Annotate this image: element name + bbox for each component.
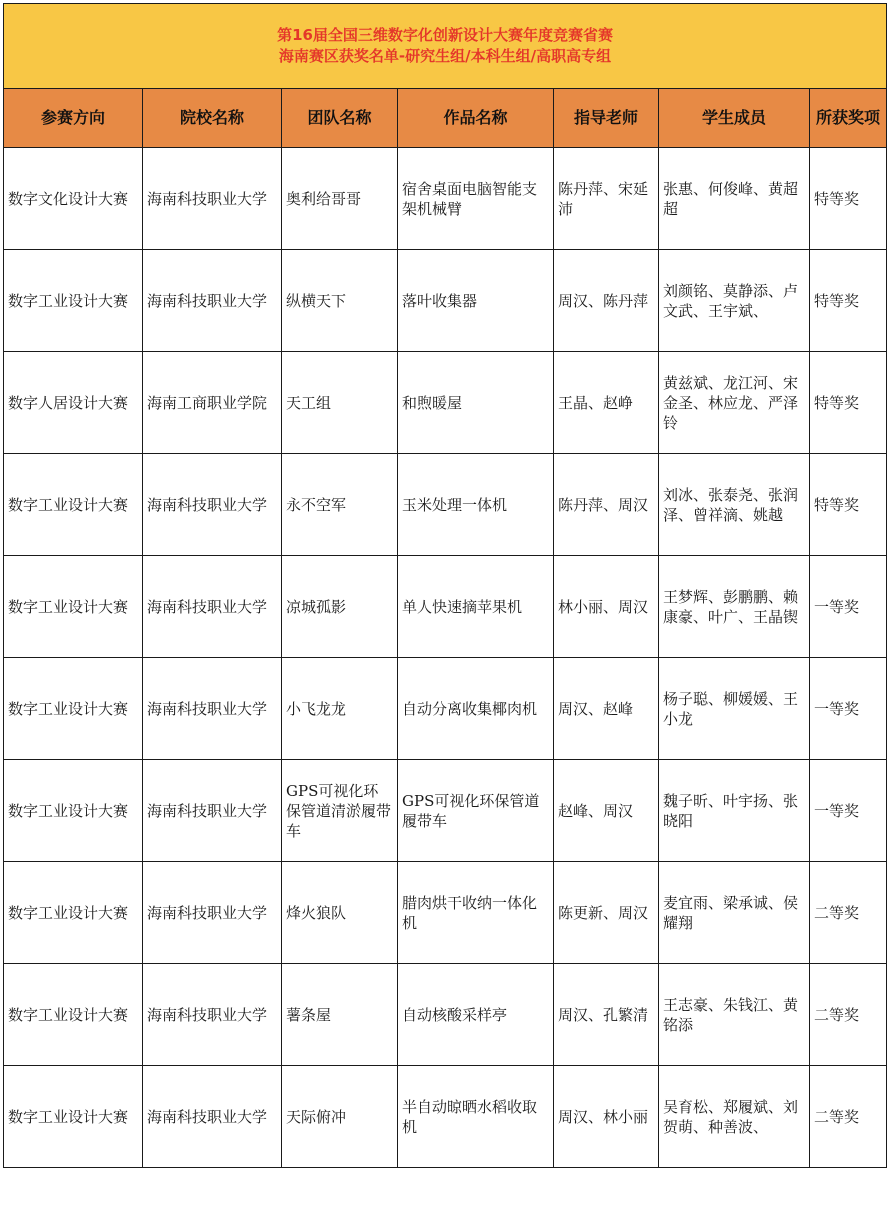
- table-row: [4, 250, 887, 352]
- header-work: 作品名称: [398, 89, 554, 148]
- table-row: [4, 1066, 887, 1168]
- cell-students: 王志豪、朱钱江、黄铭添: [659, 964, 810, 1066]
- cell-team: 奥利给哥哥: [282, 148, 398, 250]
- header-students: 学生成员: [659, 89, 810, 148]
- cell-students: 刘颜铭、莫静添、卢文武、王宇斌、: [659, 250, 810, 352]
- table-title: [4, 4, 887, 89]
- header-teacher: 指导老师: [554, 89, 659, 148]
- cell-work: 半自动晾晒水稻收取机: [398, 1066, 554, 1168]
- cell-school: 海南科技职业大学: [143, 148, 282, 250]
- cell-work: GPS可视化环保管道履带车: [398, 760, 554, 862]
- cell-work: 落叶收集器: [398, 250, 554, 352]
- cell-students: 麦宜雨、梁承诚、侯耀翔: [659, 862, 810, 964]
- cell-team: 天际俯冲: [282, 1066, 398, 1168]
- cell-award: 二等奖: [810, 964, 887, 1066]
- cell-school: 海南科技职业大学: [143, 964, 282, 1066]
- cell-team: 纵横天下: [282, 250, 398, 352]
- cell-direction: 数字人居设计大赛: [4, 352, 143, 454]
- cell-students: 魏子昕、叶宇扬、张晓阳: [659, 760, 810, 862]
- cell-direction: 数字工业设计大赛: [4, 454, 143, 556]
- cell-teacher: 陈更新、周汉: [554, 862, 659, 964]
- cell-team: 烽火狼队: [282, 862, 398, 964]
- cell-award: 特等奖: [810, 352, 887, 454]
- title-row: [4, 4, 887, 89]
- cell-award: 一等奖: [810, 658, 887, 760]
- cell-team: 小飞龙龙: [282, 658, 398, 760]
- cell-award: 二等奖: [810, 1066, 887, 1168]
- cell-award: 特等奖: [810, 250, 887, 352]
- table-row: [4, 148, 887, 250]
- cell-direction: 数字工业设计大赛: [4, 658, 143, 760]
- cell-direction: 数字工业设计大赛: [4, 964, 143, 1066]
- cell-team: 凉城孤影: [282, 556, 398, 658]
- cell-work: 和煦暖屋: [398, 352, 554, 454]
- cell-direction: 数字工业设计大赛: [4, 556, 143, 658]
- cell-school: 海南科技职业大学: [143, 760, 282, 862]
- header-award: 所获奖项: [810, 89, 887, 148]
- cell-school: 海南科技职业大学: [143, 862, 282, 964]
- cell-direction: 数字工业设计大赛: [4, 1066, 143, 1168]
- table-row: [4, 964, 887, 1066]
- cell-students: 王梦辉、彭鹏鹏、赖康豪、叶广、王晶锲: [659, 556, 810, 658]
- cell-teacher: 周汉、赵峰: [554, 658, 659, 760]
- title-line-2: 海南赛区获奖名单-研究生组/本科生组/高职高专组: [278, 47, 612, 65]
- cell-teacher: 陈丹萍、宋延沛: [554, 148, 659, 250]
- cell-students: 刘冰、张泰尧、张润泽、曾祥滴、姚越: [659, 454, 810, 556]
- table-row: [4, 760, 887, 862]
- table-row: [4, 556, 887, 658]
- cell-work: 自动核酸采样亭: [398, 964, 554, 1066]
- cell-teacher: 周汉、陈丹萍: [554, 250, 659, 352]
- table-row: [4, 352, 887, 454]
- header-school: 院校名称: [143, 89, 282, 148]
- award-table: [3, 3, 887, 1168]
- cell-students: 吴育松、郑履斌、刘贺萌、种善波、: [659, 1066, 810, 1168]
- cell-work: 宿舍桌面电脑智能支架机械臂: [398, 148, 554, 250]
- header-team: 团队名称: [282, 89, 398, 148]
- cell-team: 薯条屋: [282, 964, 398, 1066]
- header-row: [4, 89, 887, 148]
- cell-teacher: 周汉、林小丽: [554, 1066, 659, 1168]
- cell-work: 单人快速摘苹果机: [398, 556, 554, 658]
- table-row: [4, 862, 887, 964]
- cell-students: 杨子聪、柳媛媛、王小龙: [659, 658, 810, 760]
- cell-school: 海南科技职业大学: [143, 1066, 282, 1168]
- cell-school: 海南科技职业大学: [143, 454, 282, 556]
- cell-work: 腊肉烘干收纳一体化机: [398, 862, 554, 964]
- cell-teacher: 赵峰、周汉: [554, 760, 659, 862]
- cell-award: 一等奖: [810, 760, 887, 862]
- cell-teacher: 林小丽、周汉: [554, 556, 659, 658]
- cell-work: 玉米处理一体机: [398, 454, 554, 556]
- cell-team: GPS可视化环保管道清淤履带车: [282, 760, 398, 862]
- cell-award: 特等奖: [810, 454, 887, 556]
- cell-work: 自动分离收集椰肉机: [398, 658, 554, 760]
- table-row: [4, 658, 887, 760]
- cell-team: 永不空军: [282, 454, 398, 556]
- cell-direction: 数字工业设计大赛: [4, 760, 143, 862]
- cell-award: 特等奖: [810, 148, 887, 250]
- cell-students: 黄兹斌、龙江河、宋金圣、林应龙、严泽铃: [659, 352, 810, 454]
- cell-teacher: 王晶、赵峥: [554, 352, 659, 454]
- cell-team: 天工组: [282, 352, 398, 454]
- title-line-1: 第16届全国三维数字化创新设计大赛年度竞赛省赛: [277, 26, 613, 44]
- header-direction: 参赛方向: [4, 89, 143, 148]
- cell-students: 张惠、何俊峰、黄超超: [659, 148, 810, 250]
- cell-teacher: 陈丹萍、周汉: [554, 454, 659, 556]
- cell-direction: 数字工业设计大赛: [4, 862, 143, 964]
- cell-school: 海南工商职业学院: [143, 352, 282, 454]
- table-row: [4, 454, 887, 556]
- cell-award: 二等奖: [810, 862, 887, 964]
- cell-direction: 数字文化设计大赛: [4, 148, 143, 250]
- cell-school: 海南科技职业大学: [143, 658, 282, 760]
- cell-teacher: 周汉、孔繁清: [554, 964, 659, 1066]
- cell-award: 一等奖: [810, 556, 887, 658]
- cell-direction: 数字工业设计大赛: [4, 250, 143, 352]
- cell-school: 海南科技职业大学: [143, 556, 282, 658]
- cell-school: 海南科技职业大学: [143, 250, 282, 352]
